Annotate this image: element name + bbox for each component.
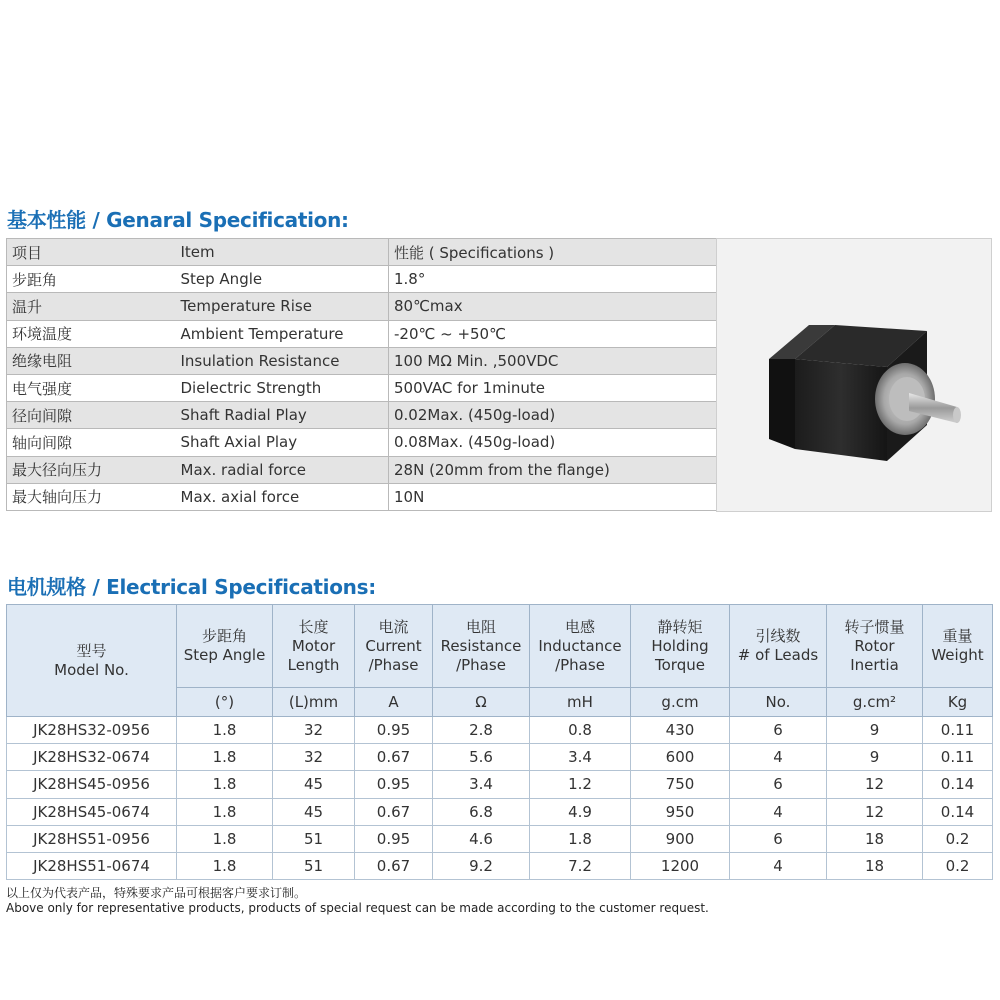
table-cell: 5.6 <box>433 744 530 771</box>
table-cell: 1.8 <box>177 717 273 744</box>
table-cell: 1.8 <box>177 825 273 852</box>
column-header <box>530 605 631 688</box>
spec-name-en: Max. axial force <box>177 483 389 510</box>
model-number: JK28HS45-0674 <box>7 798 177 825</box>
model-number: JK28HS32-0674 <box>7 744 177 771</box>
general-spec-table <box>6 238 717 511</box>
spec-value: 0.08Max. (450g-load) <box>389 429 717 456</box>
column-header-en: Resistance /Phase <box>440 636 522 674</box>
table-cell: 6 <box>730 771 827 798</box>
spec-value: 80℃max <box>389 293 717 320</box>
column-header-en: Current /Phase <box>365 636 422 674</box>
table-row <box>7 825 993 852</box>
electrical-spec-title: 电机规格 / Electrical Specifications: <box>7 575 376 599</box>
spec-value: -20℃ ~ +50℃ <box>389 320 717 347</box>
table-cell: 18 <box>827 825 923 852</box>
column-header <box>273 605 355 688</box>
table-cell: 0.67 <box>355 744 433 771</box>
table-cell: 1.8 <box>177 771 273 798</box>
column-header-en: Motor Length <box>287 636 340 674</box>
column-header-cn: 电流 <box>378 617 409 636</box>
table-cell: 4 <box>730 744 827 771</box>
spec-name-en: Step Angle <box>177 266 389 293</box>
table-cell: 3.4 <box>433 771 530 798</box>
column-header <box>827 605 923 688</box>
column-header-cn: 引线数 <box>755 627 801 645</box>
column-header <box>433 605 530 688</box>
spec-name-cn: 温升 <box>7 293 177 320</box>
spec-name-cn: 环境温度 <box>7 320 177 347</box>
table-cell: 1.8 <box>530 825 631 852</box>
general-spec-row <box>7 429 717 456</box>
table-cell: 4 <box>730 852 827 879</box>
table-row <box>7 717 993 744</box>
table-cell: 0.11 <box>923 744 993 771</box>
column-header-cn: 长度 <box>298 617 329 636</box>
table-cell: 900 <box>631 825 730 852</box>
spec-name-en: Ambient Temperature <box>177 320 389 347</box>
notes <box>6 886 709 916</box>
column-header-en: # of Leads <box>737 646 819 664</box>
table-cell: 1.8 <box>177 798 273 825</box>
column-unit: No. <box>730 688 827 717</box>
table-cell: 9.2 <box>433 852 530 879</box>
table-cell: 1.8 <box>177 852 273 879</box>
column-header <box>631 605 730 688</box>
general-spec-row <box>7 320 717 347</box>
table-cell: 4.9 <box>530 798 631 825</box>
table-cell: 7.2 <box>530 852 631 879</box>
table-cell: 750 <box>631 771 730 798</box>
column-header-cn: 电阻 <box>465 617 496 636</box>
spec-name-cn: 最大轴向压力 <box>7 483 177 510</box>
table-cell: 2.8 <box>433 717 530 744</box>
table-cell: 0.2 <box>923 825 993 852</box>
column-header-en: Weight <box>931 646 984 664</box>
spec-value: 10N <box>389 483 717 510</box>
column-header <box>730 605 827 688</box>
column-unit: mH <box>530 688 631 717</box>
spec-name-cn: 径向间隙 <box>7 402 177 429</box>
spec-value: 0.02Max. (450g-load) <box>389 402 717 429</box>
table-cell: 1200 <box>631 852 730 879</box>
spec-name-cn: 步距角 <box>7 266 177 293</box>
spec-name-cn: 项目 <box>7 239 177 266</box>
table-cell: 0.14 <box>923 798 993 825</box>
table-cell: 0.11 <box>923 717 993 744</box>
general-spec-row <box>7 483 717 510</box>
table-cell: 45 <box>273 771 355 798</box>
spec-name-en: Insulation Resistance <box>177 347 389 374</box>
table-row <box>7 852 993 879</box>
spec-name-en: Temperature Rise <box>177 293 389 320</box>
table-cell: 51 <box>273 852 355 879</box>
spec-name-cn: 最大径向压力 <box>7 456 177 483</box>
table-cell: 9 <box>827 717 923 744</box>
table-cell: 430 <box>631 717 730 744</box>
spec-value: 500VAC for 1minute <box>389 374 717 401</box>
table-row <box>7 744 993 771</box>
general-spec-row <box>7 456 717 483</box>
model-number: JK28HS45-0956 <box>7 771 177 798</box>
column-unit: (L)mm <box>273 688 355 717</box>
table-cell: 0.67 <box>355 798 433 825</box>
table-cell: 0.95 <box>355 825 433 852</box>
general-spec-row <box>7 293 717 320</box>
spec-value: 1.8° <box>389 266 717 293</box>
column-unit: Ω <box>433 688 530 717</box>
spec-name-en: Max. radial force <box>177 456 389 483</box>
model-number: JK28HS51-0674 <box>7 852 177 879</box>
stepper-motor-icon <box>717 239 991 511</box>
table-cell: 0.67 <box>355 852 433 879</box>
model-number: JK28HS51-0956 <box>7 825 177 852</box>
table-cell: 12 <box>827 771 923 798</box>
column-header-en: Rotor Inertia <box>850 636 899 674</box>
general-spec-row <box>7 402 717 429</box>
column-header <box>7 605 177 717</box>
table-cell: 6 <box>730 825 827 852</box>
table-row <box>7 771 993 798</box>
table-cell: 0.95 <box>355 717 433 744</box>
spec-name-cn: 绝缘电阻 <box>7 347 177 374</box>
note-en: Above only for representative products, products of special request can be made according to the customer request. <box>6 901 709 915</box>
column-header-en: Holding Torque <box>651 636 709 674</box>
column-header <box>923 605 993 688</box>
stepper-motor-image <box>716 238 992 512</box>
column-unit: g.cm <box>631 688 730 717</box>
table-cell: 0.14 <box>923 771 993 798</box>
table-cell: 9 <box>827 744 923 771</box>
spec-name-cn: 电气强度 <box>7 374 177 401</box>
general-spec-title: 基本性能 / Genaral Specification: <box>7 208 349 232</box>
table-cell: 950 <box>631 798 730 825</box>
column-header-cn: 型号 <box>76 641 107 660</box>
model-number: JK28HS32-0956 <box>7 717 177 744</box>
table-cell: 45 <box>273 798 355 825</box>
table-cell: 51 <box>273 825 355 852</box>
spec-value: 100 MΩ Min. ,500VDC <box>389 347 717 374</box>
table-cell: 600 <box>631 744 730 771</box>
table-row <box>7 798 993 825</box>
table-cell: 32 <box>273 744 355 771</box>
table-cell: 0.2 <box>923 852 993 879</box>
table-cell: 3.4 <box>530 744 631 771</box>
spec-name-en: Item <box>177 239 389 266</box>
table-cell: 4 <box>730 798 827 825</box>
column-header-cn: 静转矩 <box>657 617 703 636</box>
table-cell: 1.2 <box>530 771 631 798</box>
column-unit: (°) <box>177 688 273 717</box>
electrical-spec-table <box>6 604 993 880</box>
spec-name-cn: 轴向间隙 <box>7 429 177 456</box>
column-unit: A <box>355 688 433 717</box>
general-spec-row <box>7 266 717 293</box>
column-header-cn: 转子惯量 <box>844 617 905 636</box>
column-unit: g.cm² <box>827 688 923 717</box>
column-header <box>355 605 433 688</box>
table-cell: 0.8 <box>530 717 631 744</box>
table-cell: 0.95 <box>355 771 433 798</box>
note-cn: 以上仅为代表产品，特殊要求产品可根据客户要求订制。 <box>6 886 307 900</box>
table-cell: 32 <box>273 717 355 744</box>
table-cell: 6.8 <box>433 798 530 825</box>
column-header-en: Step Angle <box>183 646 266 664</box>
spec-name-en: Dielectric Strength <box>177 374 389 401</box>
table-cell: 6 <box>730 717 827 744</box>
table-cell: 12 <box>827 798 923 825</box>
column-header <box>177 605 273 688</box>
column-header-cn: 重量 <box>942 627 973 645</box>
column-header-en: Model No. <box>54 660 129 679</box>
general-spec-row <box>7 347 717 374</box>
spec-name-en: Shaft Radial Play <box>177 402 389 429</box>
general-spec-row <box>7 239 717 266</box>
column-header-en: Inductance /Phase <box>538 636 622 674</box>
column-unit: Kg <box>923 688 993 717</box>
column-header-cn: 步距角 <box>201 627 247 645</box>
table-cell: 1.8 <box>177 744 273 771</box>
spec-name-en: Shaft Axial Play <box>177 429 389 456</box>
spec-value: 性能 ( Specifications ) <box>389 239 717 266</box>
table-cell: 18 <box>827 852 923 879</box>
spec-value: 28N (20mm from the flange) <box>389 456 717 483</box>
general-spec-row <box>7 374 717 401</box>
column-header-cn: 电感 <box>564 617 595 636</box>
table-cell: 4.6 <box>433 825 530 852</box>
